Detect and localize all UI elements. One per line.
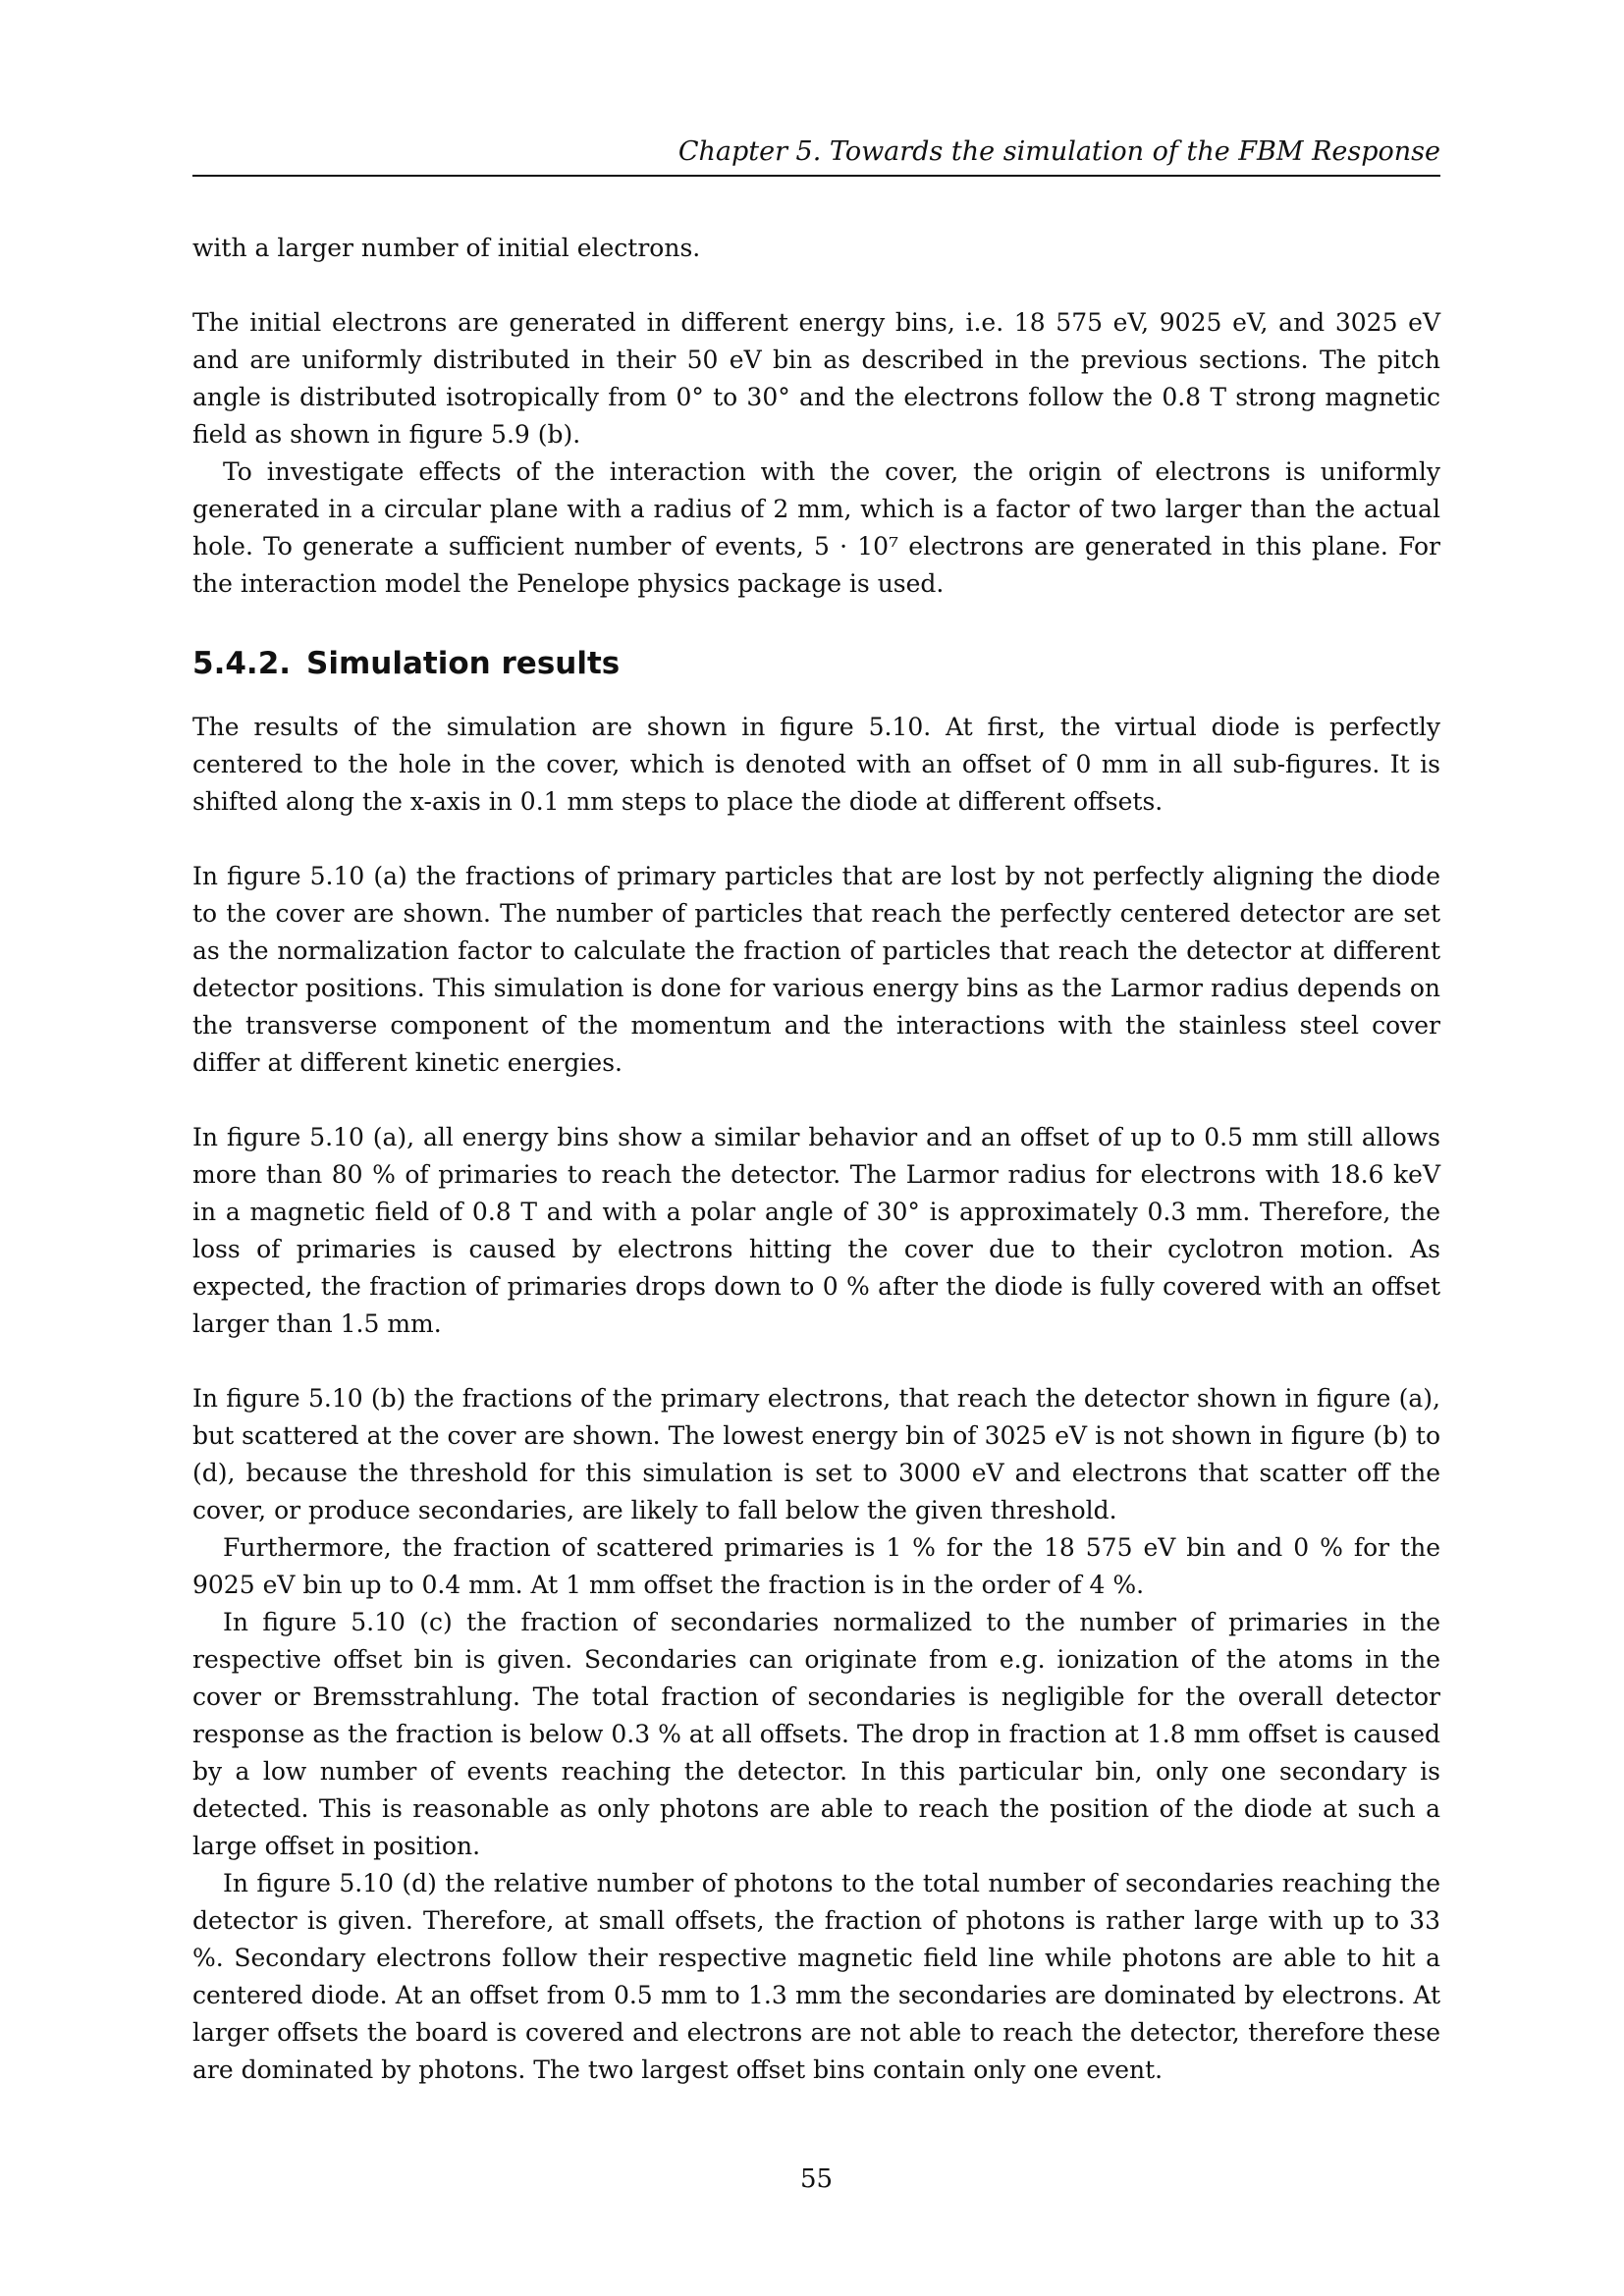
paragraph-simulation-results-intro: The results of the simulation are shown in figure 5.10. At first, the virtual diode is perfectly centered to the hole in the cover, which is denoted with an offset of 0 mm in all sub-figures. It is shifted along the x-axis in 0.1 mm steps to place the diode at different offsets.	[192, 713, 1440, 816]
section-heading	[192, 644, 1440, 683]
paragraph-figure-c-secondaries: In figure 5.10 (c) the fraction of secondaries normalized to the number of primaries in the respective offset bin is given. Secondaries can originate from e.g. ionization of the atoms in the cover or Bremsstrahlung. The total fraction of secondaries is negligible for the overall detector response as the fraction is below 0.3 % at all offsets. The drop in fraction at 1.8 mm offset is caused by a low number of events reaching the detector. In this particular bin, only one secondary is detected. This is reasonable as only photons are able to reach the position of the diode at such a large offset in position.	[192, 1608, 1440, 1860]
paragraph-figure-b-scattered: In figure 5.10 (b) the fractions of the primary electrons, that reach the detector shown in figure (a), but scattered at the cover are shown. The lowest energy bin of 3025 eV is not shown in figure (b) to (d), because the threshold for this simulation is set to 3000 eV and electrons that scatter off the cover, or produce secondaries, are likely to fall below the given threshold.	[192, 1384, 1440, 1524]
paragraph-initial-electrons: The initial electrons are generated in different energy bins, i.e. 18 575 eV, 9025 eV, and 3025 eV and are uniformly distributed in their 50 eV bin as described in the previous sections. The pitch angle is distributed isotropically from 0° to 30° and the electrons follow the 0.8 T strong magnetic field as shown in figure 5.9 (b).	[192, 308, 1440, 449]
section-title: Simulation results	[306, 646, 621, 681]
paragraph-figure-d-photons: In figure 5.10 (d) the relative number of photons to the total number of secondaries reaching the detector is given. Therefore, at small offsets, the fraction of photons is rather large with up to 33 %. Secondary electrons follow their respective magnetic field line while photons are able to hit a centered diode. At an offset from 0.5 mm to 1.3 mm the secondaries are dominated by electrons. At larger offsets the board is covered and electrons are not able to reach the detector, therefore these are dominated by photons. The two largest offset bins contain only one event.	[192, 1869, 1440, 2084]
paragraph-furthermore-fraction: Furthermore, the fraction of scattered primaries is 1 % for the 18 575 eV bin and 0 % for the 9025 eV bin up to 0.4 mm. At 1 mm offset the fraction is in the order of 4 %.	[192, 1533, 1440, 1599]
paragraph-investigate-effects: To investigate effects of the interaction with the cover, the origin of electrons is uniformly generated in a circular plane with a radius of 2 mm, which is a factor of two larger than the actual hole. To generate a sufficient number of events, 5 · 10⁷ electrons are generated in this plane. For the interaction model the Penelope physics package is used.	[192, 457, 1440, 598]
paragraph-figure-a-behavior: In figure 5.10 (a), all energy bins show a similar behavior and an offset of up to 0.5 mm still allows more than 80 % of primaries to reach the detector. The Larmor radius for electrons with 18.6 keV in a magnetic field of 0.8 T and with a polar angle of 30° is approximately 0.3 mm. Therefore, the loss of primaries is caused by electrons hitting the cover due to their cyclotron motion. As expected, the fraction of primaries drops down to 0 % after the diode is fully covered with an offset larger than 1.5 mm.	[192, 1123, 1440, 1338]
page-number: 55	[799, 2164, 834, 2194]
page-body	[192, 230, 1440, 2089]
section-number: 5.4.2.	[192, 646, 292, 681]
paragraph-continuation: with a larger number of initial electrons.	[192, 234, 701, 262]
running-header: Chapter 5. Towards the simulation of the FBM Response	[677, 136, 1440, 167]
header-rule	[192, 175, 1440, 177]
paragraph-figure-a-fractions: In figure 5.10 (a) the fractions of primary particles that are lost by not perfectly aligning the diode to the cover are shown. The number of particles that reach the perfectly centered detector are set as the normalization factor to calculate the fraction of particles that reach the detector at different detector positions. This simulation is done for various energy bins as the Larmor radius depends on the transverse component of the momentum and the interactions with the stainless steel cover differ at different kinetic energies.	[192, 862, 1440, 1077]
